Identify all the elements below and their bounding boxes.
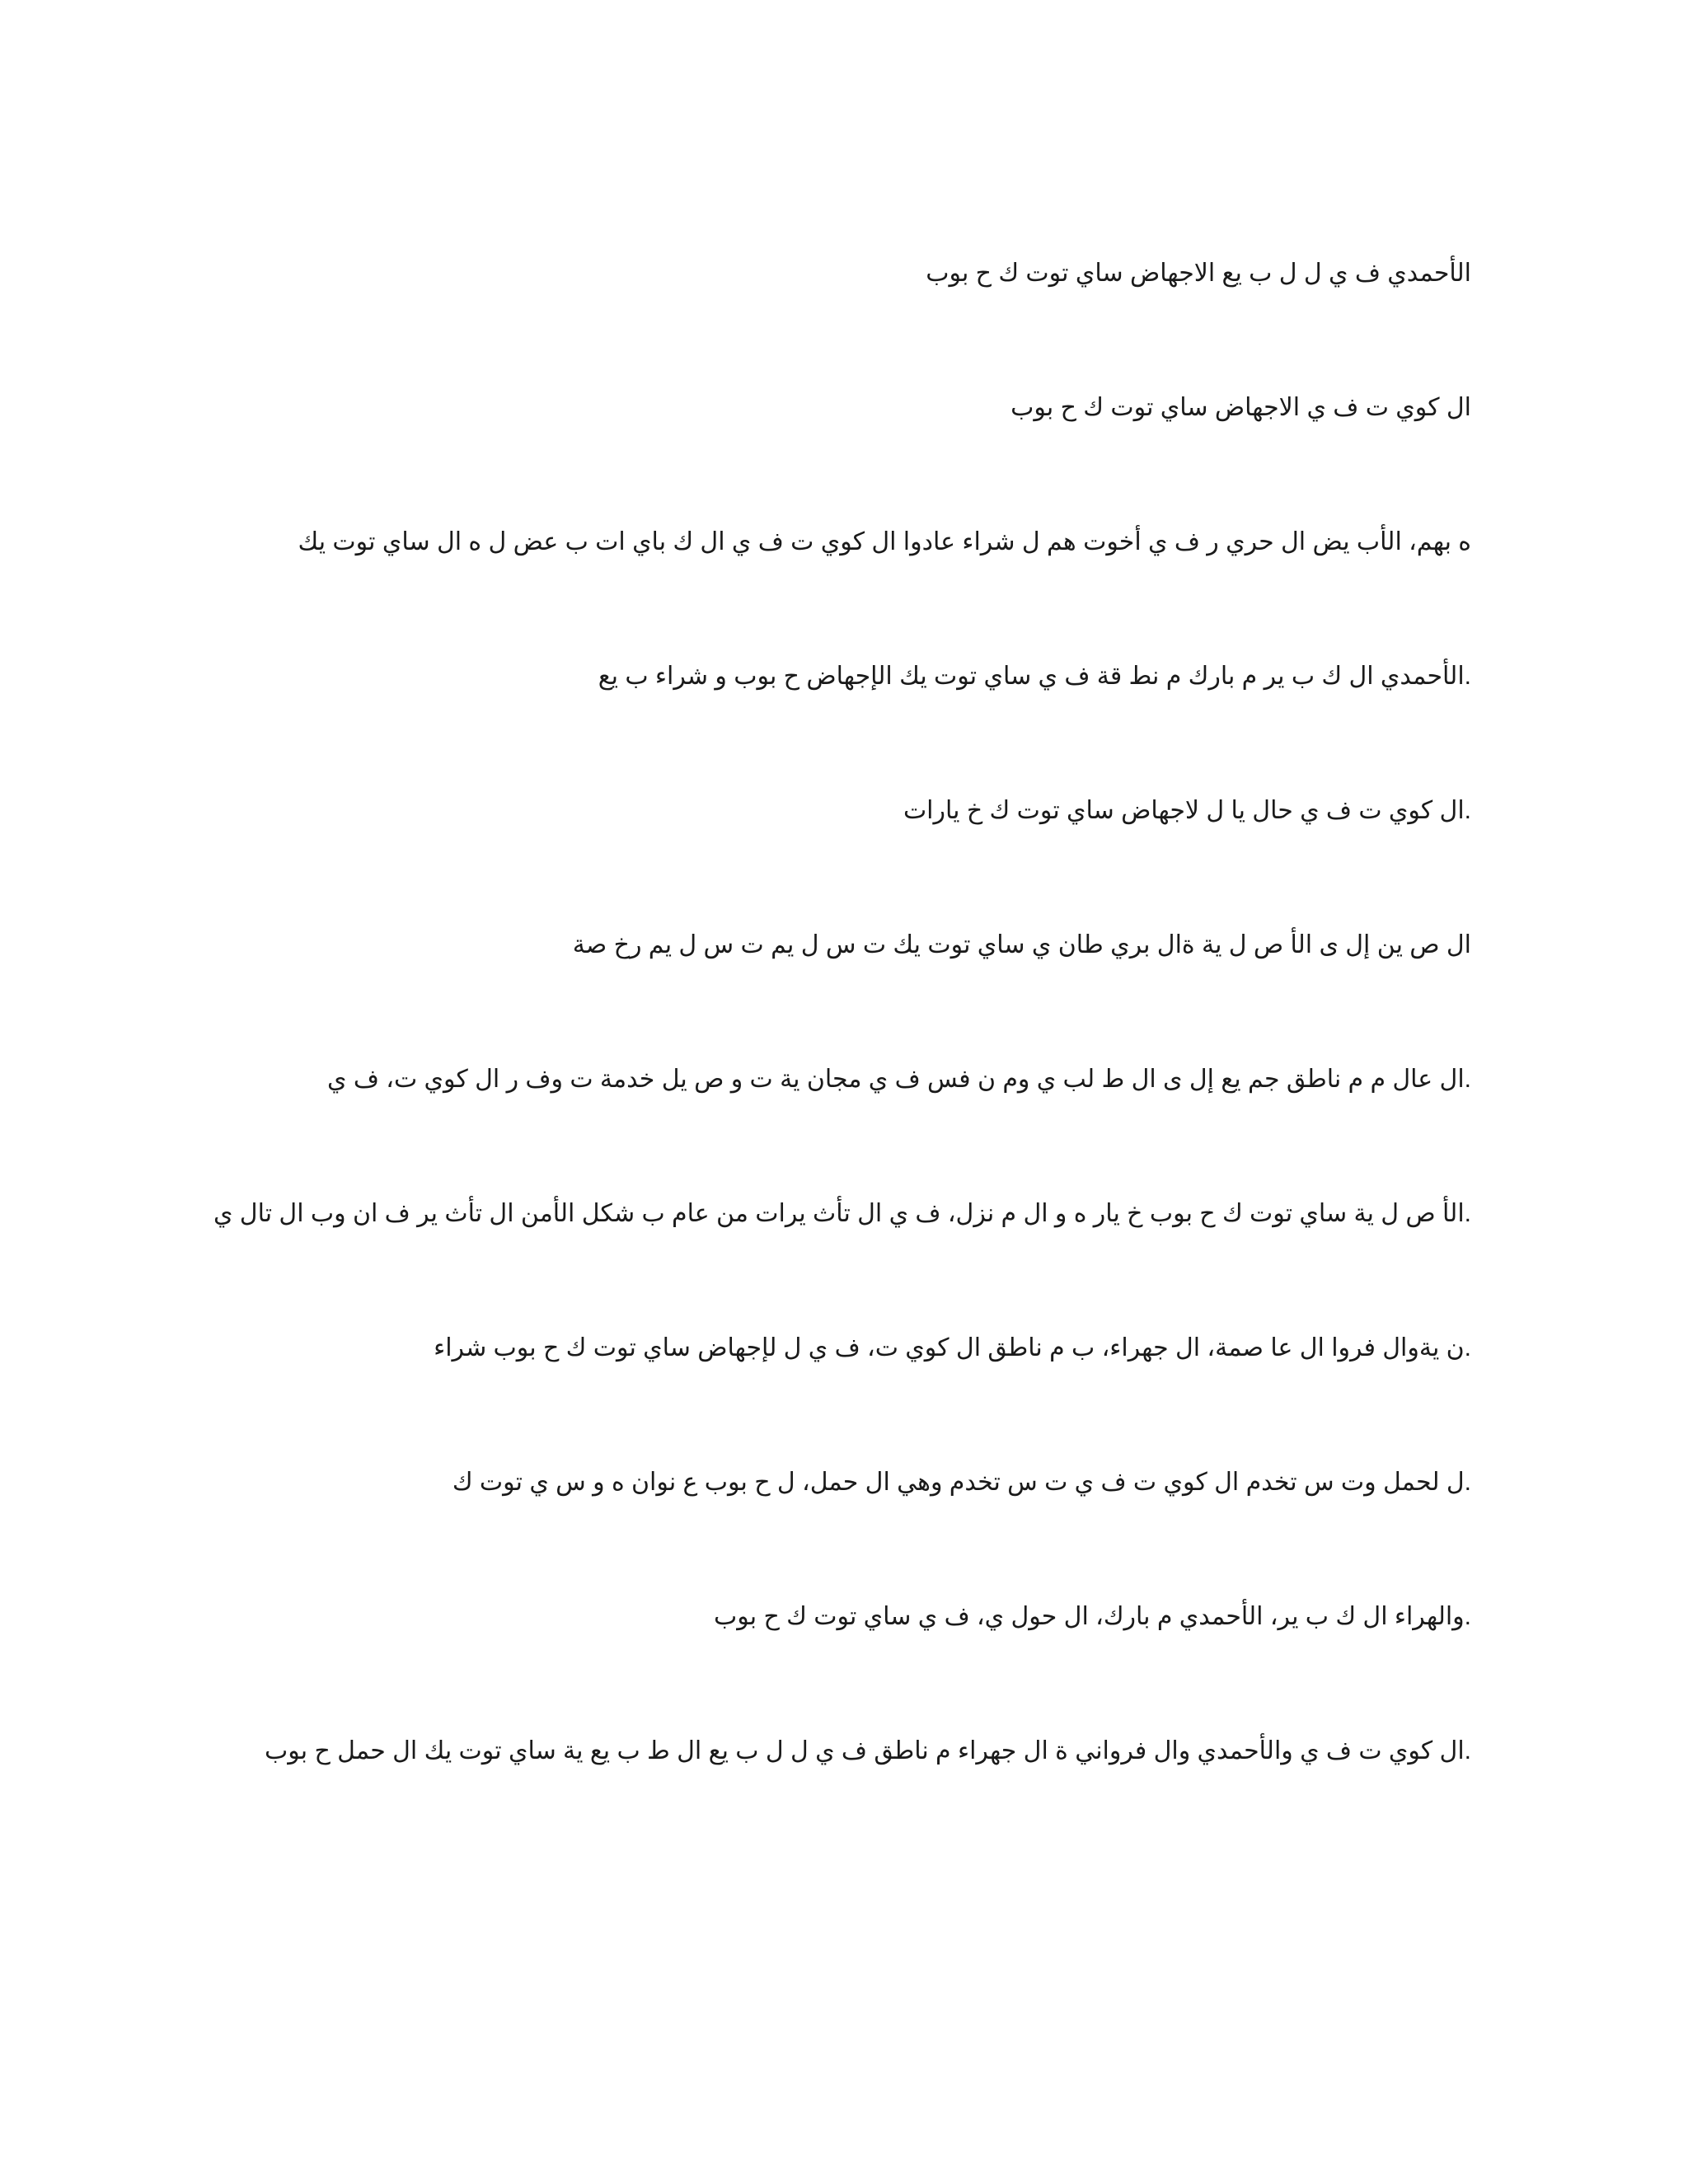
text-line-10: .ل لحمل وت س تخدم ال كوي ت ف ي ت س تخدم وهي ال حمل، ل ح بوب ع نوان ه و س ي توت ك <box>452 1469 1471 1496</box>
text-line-4: .الأحمدي ال ك ب ير م بارك م نط قة ف ي ساي توت يك الإجهاض ح بوب و شراء ب يع <box>598 663 1471 690</box>
text-line-3: ه بهم، الأب يض ال حري ر ف ي أخوت هم ل شراء عادوا ال كوي ت ف ي ال ك باي ات ب عض ل ه ال ساي توت يك <box>298 528 1471 555</box>
text-line-8: .الأ ص ل ية ساي توت ك ح بوب خ يار ه و ال م نزل، ف ي ال تأث يرات من عام ب شكل الأمن ال تأث ير ف ان وب ال تال ي <box>213 1200 1471 1227</box>
document-text-lines <box>0 257 1471 1869</box>
text-line-7: .ال عال م م ناطق جم يع إل ى ال ط لب ي وم ن فس ف ي مجان ية ت و ص يل خدمة ت وف ر ال كوي ت، ف ي <box>327 1066 1471 1093</box>
text-line-9: .ن يةوال فروا ال عا صمة، ال جهراء، ب م ناطق ال كوي ت، ف ي ل لإجهاض ساي توت ك ح بوب شراء <box>434 1334 1471 1361</box>
text-line-11: .والهراء ال ك ب ير، الأحمدي م بارك، ال حول ي، ف ي ساي توت ك ح بوب <box>714 1603 1471 1630</box>
text-line-2: ال كوي ت ف ي الاجهاض ساي توت ك ح بوب <box>1010 394 1471 421</box>
text-line-5: .ال كوي ت ف ي حال يا ل لاجهاض ساي توت ك خ يارات <box>903 797 1471 824</box>
text-line-6: ال ص ين إل ى الأ ص ل ية ةال بري طان ي ساي توت يك ت س ل يم ت س ل يم رخ صة <box>572 931 1471 958</box>
text-line-1: الأحمدي ف ي ل ل ب يع الاجهاض ساي توت ك ح بوب <box>926 260 1471 287</box>
text-line-12: .ال كوي ت ف ي والأحمدي وال فرواني ة ال جهراء م ناطق ف ي ل ل ب يع ال ط ب يع ية ساي توت يك ال حمل ح بوب <box>265 1737 1471 1765</box>
